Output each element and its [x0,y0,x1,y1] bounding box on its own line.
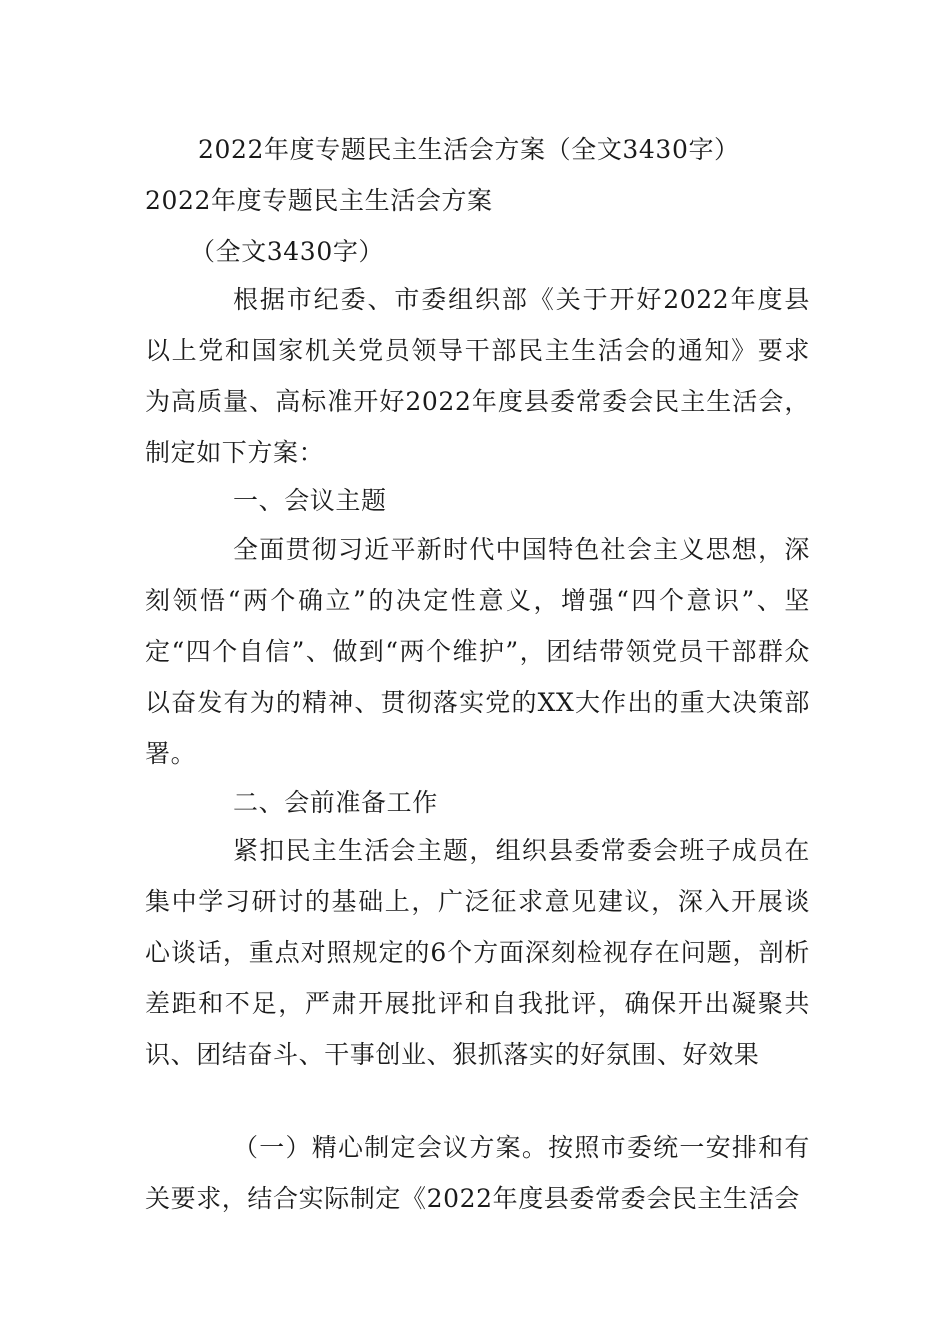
word-count: （全文3430字） [190,237,385,266]
section1-paragraph: 全面贯彻习近平新时代中国特色社会主义思想，深刻领悟“两个确立”的决定性意义，增强“四个意识”、坚定“四个自信”、做到“两个维护”，团结带领党员干部群众以奋发有为的精神、贯彻落实党的XX大作出的重大决策部署。 [145,535,810,768]
subsection1-paragraph: （一）精心制定会议方案。按照市委统一安排和有关要求，结合实际制定《2022年度县委常委会民主生活会 [145,1133,810,1213]
main-title: 2022年度专题民主生活会方案（全文3430字） [198,135,740,164]
section2-heading: 二、会前准备工作 [233,788,438,817]
section2-paragraph: 紧扣民主生活会主题，组织县委常委会班子成员在集中学习研讨的基础上，广泛征求意见建议，深入开展谈心谈话，重点对照规定的6个方面深刻检视存在问题，剖析差距和不足，严肃开展批评和自我批评，确保开出凝聚共识、团结奋斗、干事创业、狠抓落实的好氛围、好效果 [145,836,810,1069]
subtitle: 2022年度专题民主生活会方案 [145,186,493,215]
section1-heading: 一、会议主题 [233,486,387,515]
intro-paragraph: 根据市纪委、市委组织部《关于开好2022年度县以上党和国家机关党员领导干部民主生活会的通知》要求为高质量、高标准开好2022年度县委常委会民主生活会，制定如下方案： [145,285,810,467]
